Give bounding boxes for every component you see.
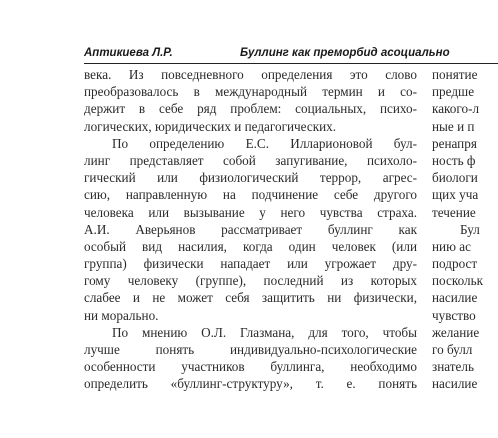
text-line: особенности участников буллинга, необходимо <box>84 359 417 375</box>
text-line: преобразовалось в международный термин и со- <box>84 84 417 100</box>
text-line: понятие <box>432 67 478 82</box>
text-line: человека или вызывание у него чувства страха. <box>84 204 417 220</box>
text-line: группа) физически нападает или угрожает дру- <box>84 256 417 272</box>
text-line: насилие <box>432 290 478 306</box>
text-line: слабее и не может себя защитить ни физически, <box>84 290 417 306</box>
text-line: Бул <box>460 221 480 237</box>
text-line: щих уча <box>432 187 479 203</box>
text-line: нию ас <box>432 238 471 254</box>
text-line: знатель <box>432 359 474 375</box>
text-line: По определению Е.С. Илларионовой бул- <box>112 135 417 151</box>
text-line: предше <box>432 84 475 100</box>
text-line: логических, юридических и педагогических. <box>84 118 337 134</box>
text-line: какого-л <box>432 101 480 117</box>
header-author: Аптикиева Л.Р. <box>84 47 173 59</box>
text-line: чувство <box>432 307 476 323</box>
text-line: ные и п <box>432 118 475 134</box>
text-line: ренапря <box>432 135 477 151</box>
right-text-column <box>432 66 498 393</box>
text-line: лучше понять индивидуально-психологические <box>84 342 417 357</box>
header-title: Буллинг как преморбид асоциально <box>240 47 450 59</box>
text-line: А.И. Аверьянов рассматривает буллинг как <box>84 221 417 237</box>
text-line: определить «буллинг-структуру», т. е. понять <box>84 376 417 392</box>
text-line: ность ф <box>432 152 476 168</box>
text-line: сию, направленную на подчинение себе другого <box>84 187 417 203</box>
left-text-column <box>84 66 417 393</box>
running-header <box>84 47 498 61</box>
text-line: По мнению О.Л. Глазмана, для того, чтобы <box>112 324 417 340</box>
text-line: биологи <box>432 170 478 186</box>
text-line: насилие <box>432 376 478 392</box>
text-line: линг представляет собой запугивание, психоло- <box>84 152 417 168</box>
text-line: ни морально. <box>84 307 159 323</box>
text-line: особый вид насилия, когда один человек (или <box>84 238 417 254</box>
text-line: поскольк <box>432 273 483 289</box>
text-line: держит в себе ряд проблем: социальных, психо- <box>84 101 417 117</box>
text-line: гому человеку (группе), последний из которых <box>84 273 417 289</box>
header-rule <box>84 63 498 64</box>
text-line: го булл <box>432 342 473 357</box>
text-line: течение <box>432 204 476 220</box>
text-line: века. Из повседневного определения это слово <box>84 67 417 82</box>
text-line: гический или физиологический террор, агрес- <box>84 170 417 186</box>
text-line: желание <box>432 324 480 340</box>
text-line: подрост <box>432 256 478 272</box>
